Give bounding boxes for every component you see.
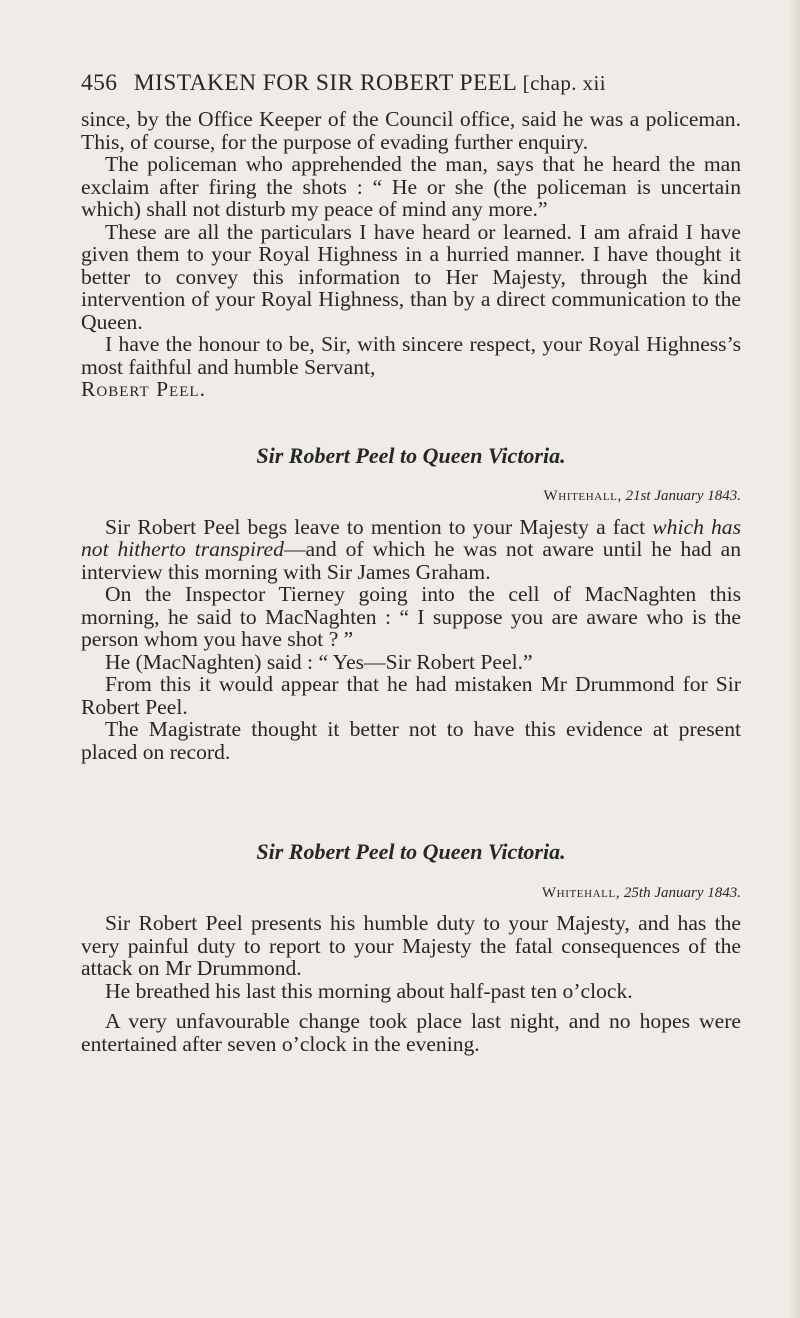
paragraph: A very unfavourable change took place last night, and no hopes were entertained after seven o’clock in the evening.	[81, 1009, 741, 1056]
paragraph: He breathed his last this morning about half-past ten o’clock.	[105, 978, 633, 1003]
paragraph: The policeman who apprehended the man, says that he heard the man exclaim after firing the shots : “ He or she (the policeman is uncertain which) shall not disturb my peace of mind any more.”	[81, 152, 741, 221]
page-edge-shadow	[788, 0, 800, 1318]
letter-heading: Sir Robert Peel to Queen Victoria.	[256, 839, 566, 864]
paragraph: These are all the particulars I have heard or learned. I am afraid I have given them to your Royal Highness in a hurried manner. I have thought it better to convey this information to Her Majesty, through the kind intervention of your Royal Highness, than by a direct communication to the Queen.	[81, 219, 741, 334]
spacer	[81, 763, 741, 797]
page-number: 456	[81, 70, 118, 96]
paragraph	[81, 516, 741, 584]
paragraph: On the Inspector Tierney going into the cell of MacNaghten this morning, he said to MacNaghten : “ I suppose you are aware who is the person whom you have shot ? ”	[81, 582, 741, 651]
paragraph-text: —and of which he was not aware until he had an interview this morning with Sir James Graham.	[81, 537, 741, 584]
dateline	[81, 882, 741, 905]
paragraph: since, by the Office Keeper of the Council office, said he was a policeman. This, of course, for the purpose of evading further enquiry.	[81, 107, 741, 154]
paragraph: The Magistrate thought it better not to have this evidence at present placed on record.	[81, 717, 741, 764]
dateline-place: Whitehall,	[541, 884, 621, 901]
letter-heading: Sir Robert Peel to Queen Victoria.	[256, 442, 566, 468]
paragraph-text: Sir Robert Peel begs leave to mention to your Majesty a fact	[105, 514, 653, 539]
paragraph: From this it would appear that he had mistaken Mr Drummond for Sir Robert Peel.	[81, 672, 741, 719]
emphasized-text: which has not hitherto transpired	[81, 514, 741, 561]
dateline-date: 25th January 1843.	[623, 884, 741, 901]
paragraph: Sir Robert Peel presents his humble duty to your Majesty, and has the very painful duty to report to your Majesty the fatal consequences of the attack on Mr Drummond.	[81, 911, 741, 980]
dateline	[81, 485, 741, 508]
dateline-place: Whitehall,	[543, 488, 622, 504]
dateline-date: 21st January 1843.	[625, 488, 741, 504]
paragraph: He (MacNaghten) said : “ Yes—Sir Robert Peel.”	[105, 649, 533, 674]
paragraph: I have the honour to be, Sir, with sincere respect, your Royal Highness’s most faithful and humble Servant,	[81, 332, 741, 379]
signature: Robert Peel.	[81, 377, 206, 401]
running-title: MISTAKEN FOR SIR ROBERT PEEL	[133, 70, 517, 96]
page-body	[81, 108, 741, 1055]
chapter-label: [chap. xii	[522, 71, 606, 95]
running-header	[81, 70, 741, 97]
